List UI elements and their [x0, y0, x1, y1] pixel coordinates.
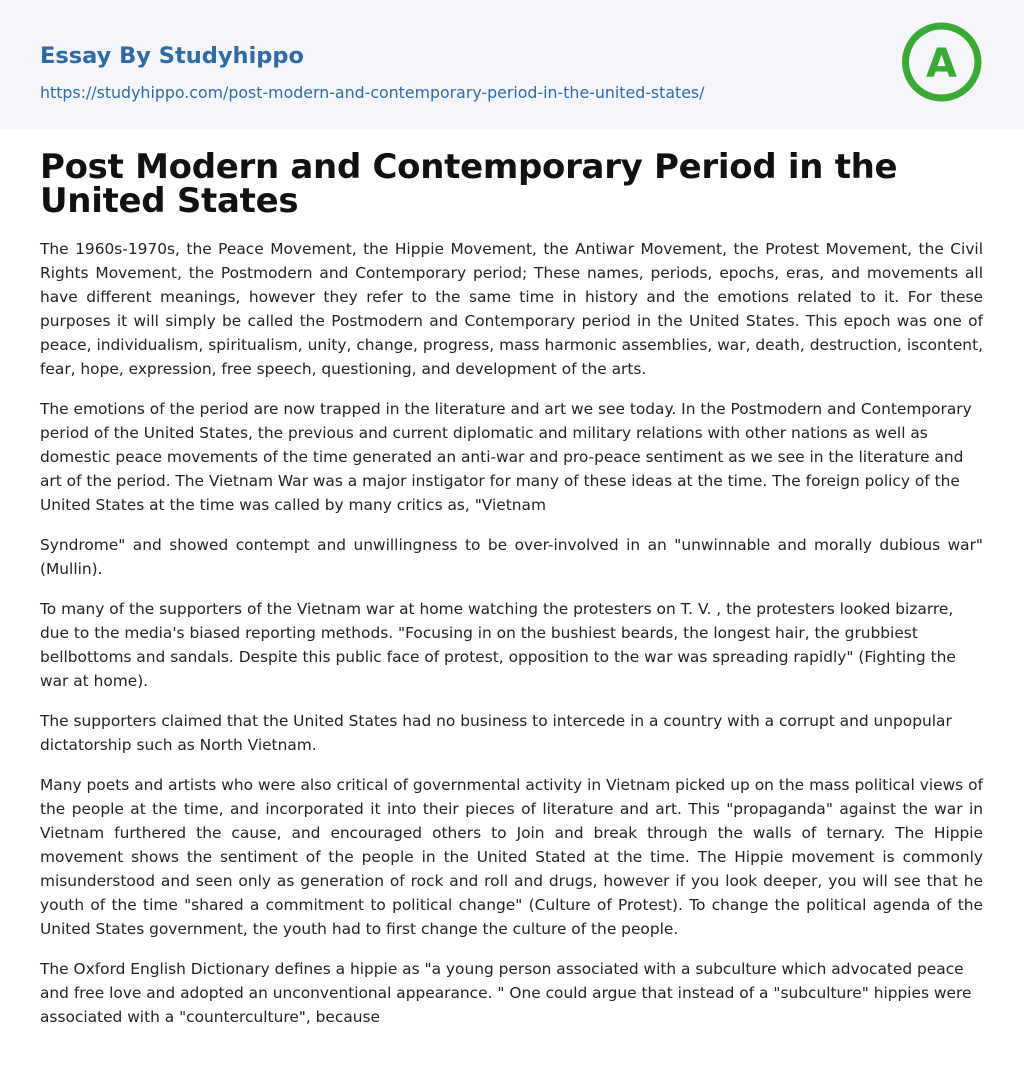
- paragraph-2: The emotions of the period are now trapped in the literature and art we see today. In the Postmodern and Contemporary period of the United States, the previous and current diplomatic and military relations with other nations as well as domestic peace movements of the time generated an anti-war and pro-peace sentiment as we see in the literature and art of the period. The Vietnam War was a major instigator for many of these ideas at the time. The foreign policy of the United States at the time was called by many critics as, "Vietnam: [40, 400, 972, 514]
- article: [0, 147, 1024, 1029]
- article-title: Post Modern and Contemporary Period in the United States: [40, 147, 898, 221]
- paragraph-3: Syndrome" and showed contempt and unwillingness to be over-involved in an "unwinnable and morally dubious war" (Mullin).: [40, 536, 983, 578]
- paragraph-6: Many poets and artists who were also critical of governmental activity in Vietnam picked up on the mass political views of the people at the time, and incorporated it into their pieces of literature and art. This "propaganda" against the war in Vietnam furthered the cause, and encouraged others to Join and break through the walls of ternary. The Hippie movement shows the sentiment of the people in the United Stated at the time. The Hippie movement is commonly misunderstood and seen only as generation of rock and roll and drugs, however if you look deeper, you will see that he youth of the time "shared a commitment to political change" (Culture of Protest). To change the political agenda of the United States government, the youth had to first change the culture of the people.: [40, 776, 983, 938]
- essay-url-link[interactable]: https://studyhippo.com/post-modern-and-contemporary-period-in-the-united-states/: [40, 83, 705, 102]
- studyhippo-logo-icon[interactable]: [900, 20, 984, 104]
- paragraph-5: The supporters claimed that the United States had no business to intercede in a country with a corrupt and unpopular dictatorship such as North Vietnam.: [40, 712, 952, 754]
- paragraph-7: The Oxford English Dictionary defines a hippie as "a young person associated with a subculture which advocated peace and free love and adopted an unconventional appearance. " One could argue that instead of a "subculture" hippies were associated with a "counterculture", because: [40, 960, 972, 1026]
- site-brand[interactable]: Essay By Studyhippo: [40, 43, 304, 69]
- paragraph-1: The 1960s-1970s, the Peace Movement, the Hippie Movement, the Antiwar Movement, the Protest Movement, the Civil Rights Movement, the Postmodern and Contemporary period; These names, periods, epochs, eras, and movements all have different meanings, however they refer to the same time in history and the emotions related to it. For these purposes it will simply be called the Postmodern and Contemporary period in the United States. This epoch was one of peace, individualism, spiritualism, unity, change, progress, mass harmonic assemblies, war, death, destruction, iscontent, fear, hope, expression, free speech, questioning, and development of the arts.: [40, 240, 983, 378]
- logo-letter: A: [926, 41, 957, 87]
- paragraph-4: To many of the supporters of the Vietnam war at home watching the protesters on T. V. , the protesters looked bizarre, due to the media's biased reporting methods. "Focusing in on the bushiest beards, the longest hair, the grubbiest bellbottoms and sandals. Despite this public face of protest, opposition to the war was spreading rapidly" (Fighting the war at home).: [40, 600, 956, 690]
- site-header: [0, 0, 1024, 129]
